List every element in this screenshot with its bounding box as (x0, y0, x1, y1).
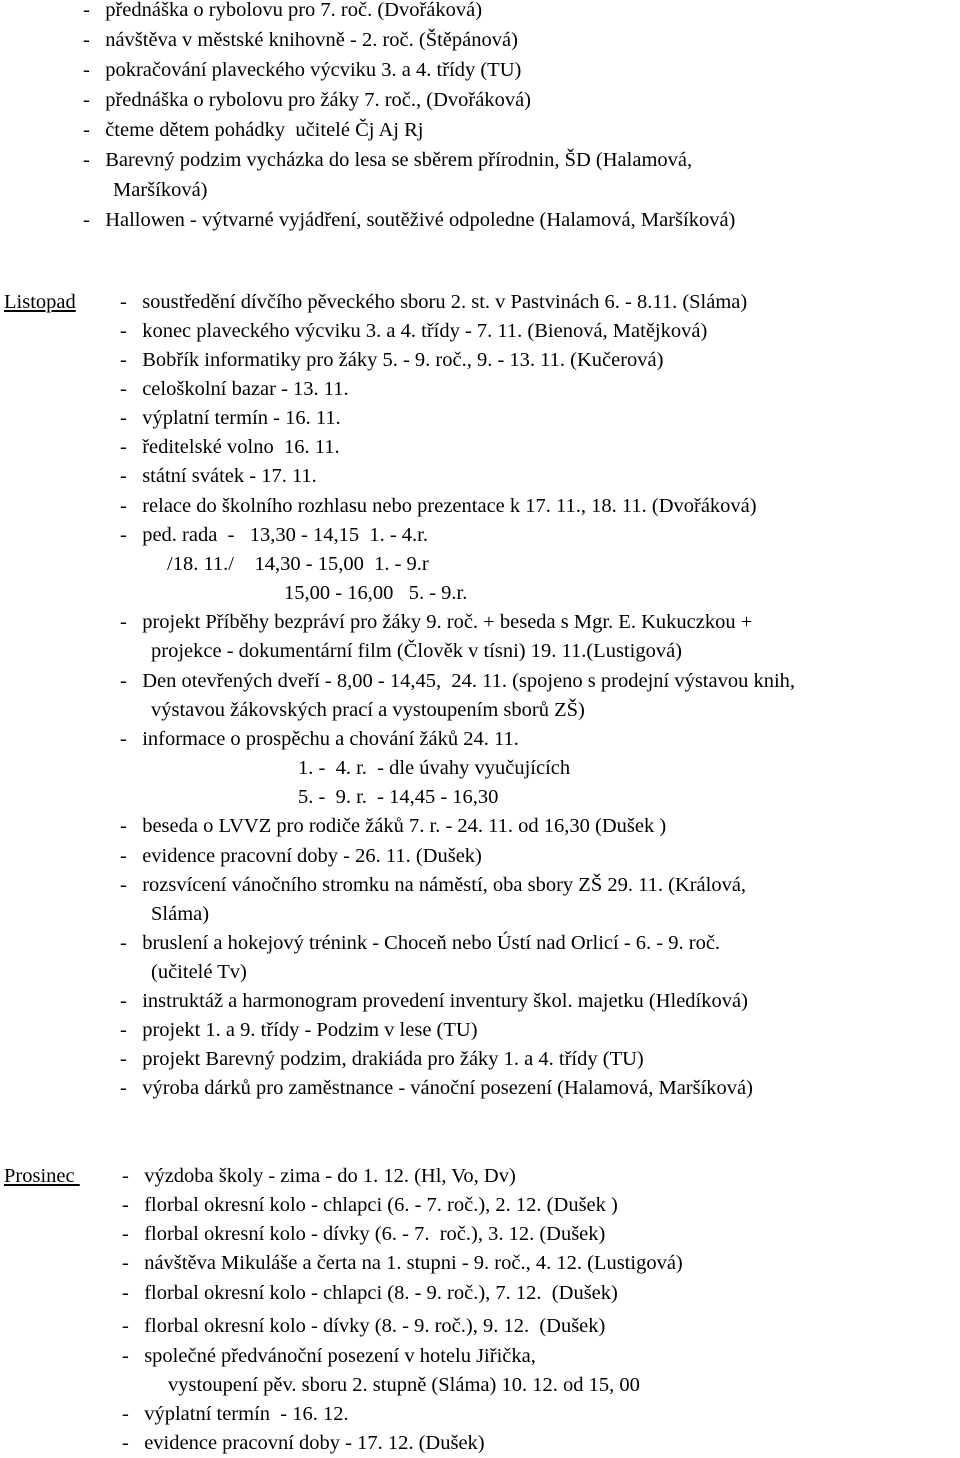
list-item: - konec plaveckého výcviku 3. a 4. třídy - 7. 11. (Bienová, Matějková) (120, 320, 708, 342)
list-item: - čteme dětem pohádky učitelé Čj Aj Rj (83, 119, 424, 141)
list-item-continuation: vystoupení pěv. sboru 2. stupně (Sláma) 10. 12. od 15, 00 (168, 1374, 640, 1396)
list-item: - státní svátek - 17. 11. (120, 465, 317, 487)
list-item: - bruslení a hokejový trénink - Choceň nebo Ústí nad Orlicí - 6. - 9. roč. (120, 932, 721, 954)
list-item: - Hallowen - výtvarné vyjádření, soutěživé odpoledne (Halamová, Maršíková) (83, 209, 736, 231)
list-item: - soustředění dívčího pěveckého sboru 2. st. v Pastvinách 6. - 8.11. (Sláma) (120, 291, 748, 313)
list-item: - výplatní termín - 16. 11. (120, 407, 341, 429)
list-item-continuation: Sláma) (151, 903, 210, 925)
list-item: - evidence pracovní doby - 17. 12. (Dušek) (122, 1432, 485, 1454)
list-item-continuation: 15,00 - 16,00 5. - 9.r. (284, 582, 468, 604)
list-item: - Barevný podzim vycházka do lesa se sběrem přírodnin, ŠD (Halamová, (83, 149, 693, 171)
list-item: - přednáška o rybolovu pro žáky 7. roč., (Dvořáková) (83, 89, 532, 111)
list-item: - projekt Příběhy bezpráví pro žáky 9. roč. + beseda s Mgr. E. Kukuczkou + (120, 611, 753, 633)
list-item: - Den otevřených dveří - 8,00 - 14,45, 24. 11. (spojeno s prodejní výstavou knih, (120, 670, 796, 692)
list-item-continuation: Maršíková) (113, 179, 208, 201)
list-item-continuation: 5. - 9. r. - 14,45 - 16,30 (298, 786, 499, 808)
list-item: - ped. rada - 13,30 - 14,15 1. - 4.r. (120, 524, 429, 546)
list-item: - florbal okresní kolo - chlapci (6. - 7. roč.), 2. 12. (Dušek ) (122, 1194, 618, 1216)
list-item: - společné předvánoční posezení v hotelu Jiřička, (122, 1345, 536, 1367)
list-item-continuation: (učitelé Tv) (151, 961, 247, 983)
list-item: - pokračování plaveckého výcviku 3. a 4. třídy (TU) (83, 59, 522, 81)
list-item: - projekt Barevný podzim, drakiáda pro žáky 1. a 4. třídy (TU) (120, 1048, 644, 1070)
list-item: - instruktáž a harmonogram provedení inventury škol. majetku (Hledíková) (120, 990, 748, 1012)
list-item: - návštěva v městské knihovně - 2. roč. (Štěpánová) (83, 29, 518, 51)
list-item: - výroba dárků pro zaměstnance - vánoční posezení (Halamová, Maršíková) (120, 1077, 753, 1099)
month-label: Prosinec (4, 1165, 80, 1187)
list-item: - přednáška o rybolovu pro 7. roč. (Dvořáková) (83, 0, 483, 21)
list-item: - florbal okresní kolo - chlapci (8. - 9. roč.), 7. 12. (Dušek) (122, 1282, 618, 1304)
list-item: - projekt 1. a 9. třídy - Podzim v lese (TU) (120, 1019, 478, 1041)
list-item: - beseda o LVVZ pro rodiče žáků 7. r. - 24. 11. od 16,30 (Dušek ) (120, 815, 667, 837)
list-item: - ředitelské volno 16. 11. (120, 436, 340, 458)
list-item: - návštěva Mikuláše a čerta na 1. stupni - 9. roč., 4. 12. (Lustigová) (122, 1252, 683, 1274)
list-item: - florbal okresní kolo - dívky (6. - 7. roč.), 3. 12. (Dušek) (122, 1223, 606, 1245)
list-item: - Bobřík informatiky pro žáky 5. - 9. roč., 9. - 13. 11. (Kučerová) (120, 349, 664, 371)
list-item: - výzdoba školy - zima - do 1. 12. (Hl, Vo, Dv) (122, 1165, 516, 1187)
list-item: - rozsvícení vánočního stromku na náměstí, oba sbory ZŠ 29. 11. (Králová, (120, 874, 747, 896)
list-item: - výplatní termín - 16. 12. (122, 1403, 349, 1425)
list-item-continuation: 1. - 4. r. - dle úvahy vyučujících (298, 757, 571, 779)
list-item: - relace do školního rozhlasu nebo prezentace k 17. 11., 18. 11. (Dvořáková) (120, 495, 757, 517)
month-label: Listopad (4, 291, 76, 313)
list-item: - florbal okresní kolo - dívky (8. - 9. roč.), 9. 12. (Dušek) (122, 1315, 606, 1337)
list-item-continuation: /18. 11./ 14,30 - 15,00 1. - 9.r (167, 553, 429, 575)
list-item-continuation: výstavou žákovských prací a vystoupením sborů ZŠ) (151, 699, 585, 721)
list-item-continuation: projekce - dokumentární film (Člověk v tísni) 19. 11.(Lustigová) (151, 640, 682, 662)
list-item: - evidence pracovní doby - 26. 11. (Dušek) (120, 845, 482, 867)
list-item: - informace o prospěchu a chování žáků 24. 11. (120, 728, 519, 750)
list-item: - celoškolní bazar - 13. 11. (120, 378, 349, 400)
